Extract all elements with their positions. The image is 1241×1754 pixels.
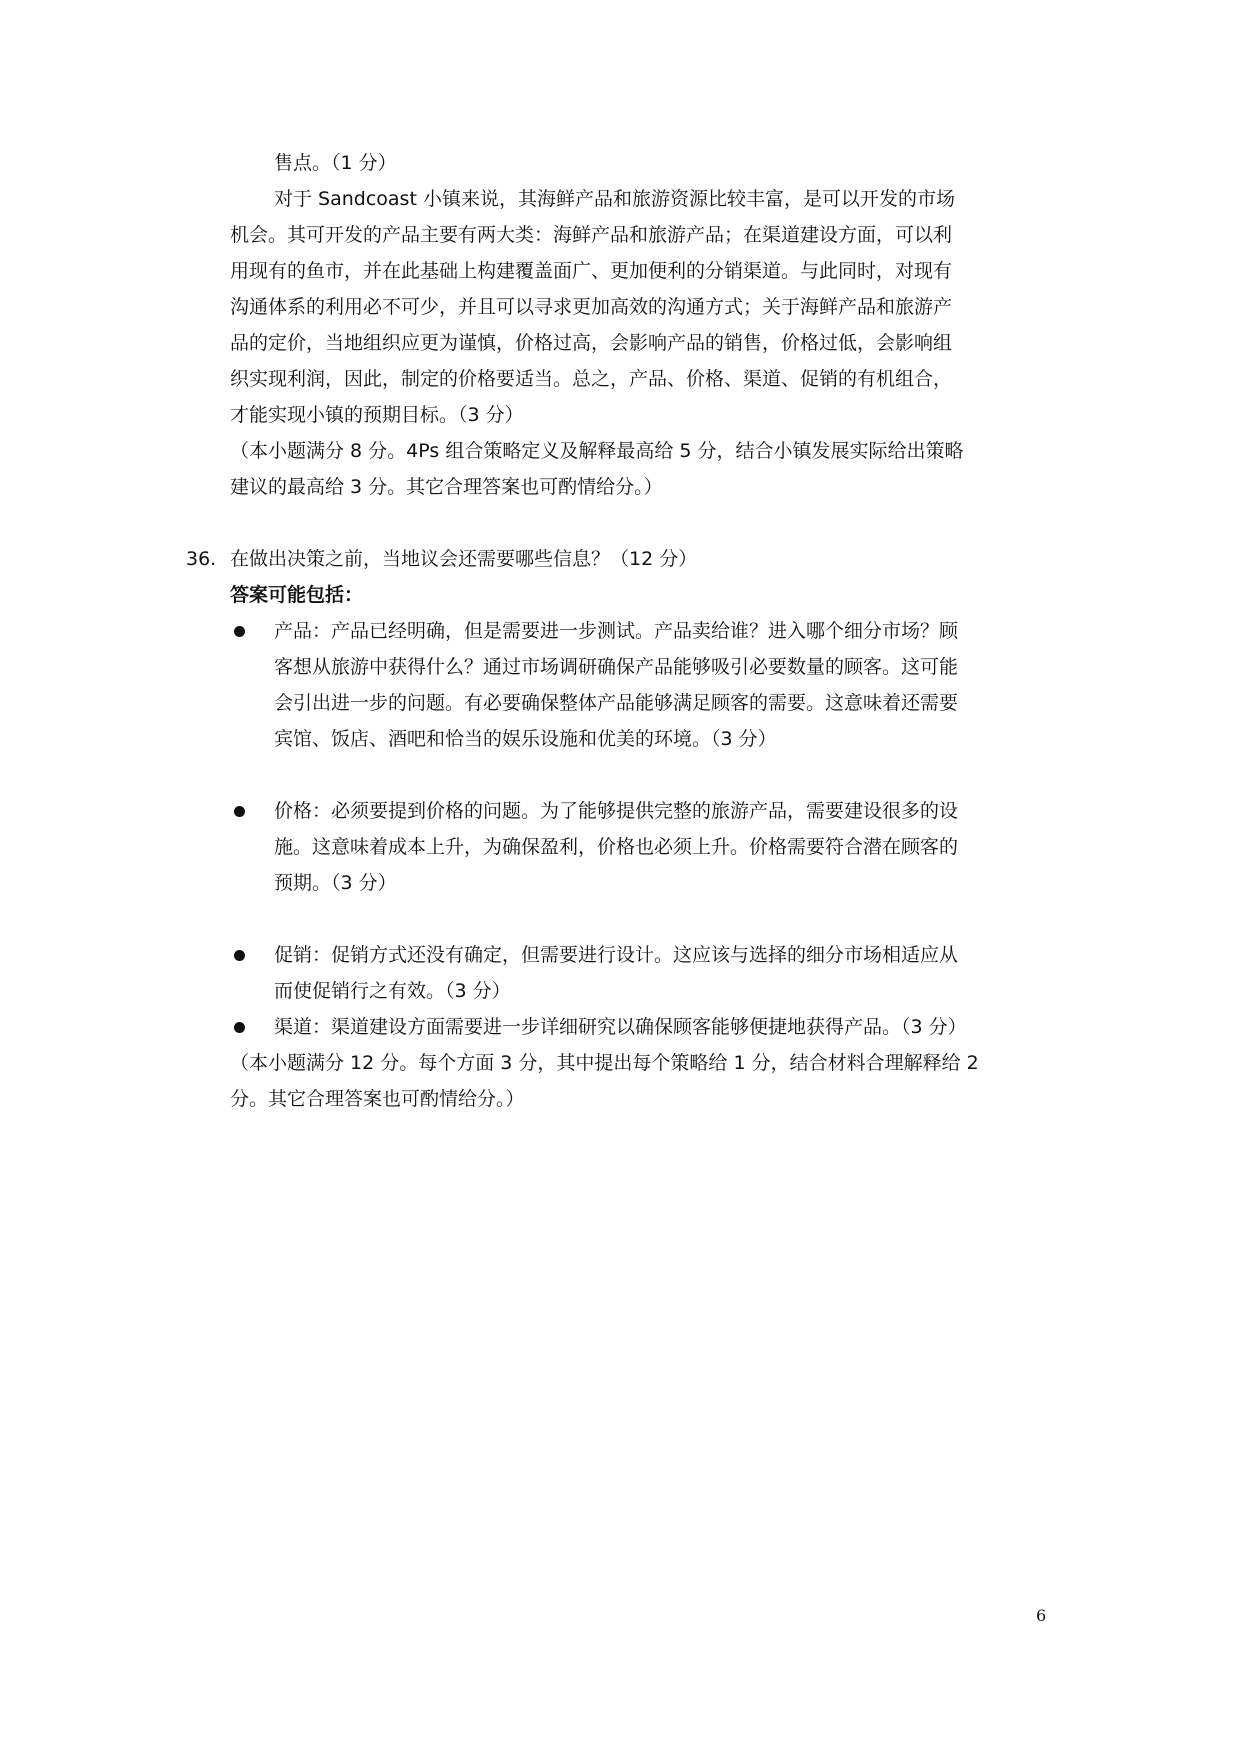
answer-heading: 答案可能包括：: [230, 584, 364, 606]
paragraph-line: 织实现利润，因此，制定的价格要适当。总之，产品、价格、渠道、促销的有机组合，: [230, 368, 953, 390]
bullet-line: 渠道：渠道建设方面需要进一步详细研究以确保顾客能够便捷地获得产品。（3 分）: [274, 1016, 967, 1038]
bullet-line: 客想从旅游中获得什么？通过市场调研确保产品能够吸引必要数量的顾客。这可能: [274, 656, 959, 678]
paragraph-line: 售点。（1 分）: [274, 152, 397, 174]
bullet-line: 价格：必须要提到价格的问题。为了能够提供完整的旅游产品，需要建设很多的设: [274, 800, 959, 822]
bullet-line: 产品：产品已经明确，但是需要进一步测试。产品卖给谁？进入哪个细分市场？顾: [274, 620, 959, 642]
paragraph-line: 沟通体系的利用必不可少，并且可以寻求更加高效的沟通方式；关于海鲜产品和旅游产: [230, 296, 953, 318]
question-prompt: 在做出决策之前，当地议会还需要哪些信息？（12 分）: [230, 548, 698, 570]
paragraph-line: 才能实现小镇的预期目标。（3 分）: [230, 404, 524, 426]
paragraph-line: 品的定价，当地组织应更为谨慎，价格过高，会影响产品的销售，价格过低，会影响组: [230, 332, 953, 354]
bullet-line: 促销：促销方式还没有确定，但需要进行设计。这应该与选择的细分市场相适应从: [274, 944, 959, 966]
bullet-line: 宾馆、饭店、酒吧和恰当的娱乐设施和优美的环境。（3 分）: [274, 728, 777, 750]
bullet-icon: [234, 1022, 245, 1033]
scoring-note-line: 建议的最高给 3 分。其它合理答案也可酌情给分。）: [230, 476, 663, 498]
bullet-line: 预期。（3 分）: [274, 872, 397, 894]
bullet-line: 而使促销行之有效。（3 分）: [274, 980, 511, 1002]
question-number: 36.: [186, 548, 217, 570]
bullet-icon: [234, 950, 245, 961]
scoring-note-line: 分。其它合理答案也可酌情给分。）: [230, 1088, 525, 1110]
bullet-icon: [234, 806, 245, 817]
scoring-note-line: （本小题满分 12 分。每个方面 3 分，其中提出每个策略给 1 分，结合材料合理解释给 2: [230, 1052, 979, 1074]
scoring-note-line: （本小题满分 8 分。4Ps 组合策略定义及解释最高给 5 分，结合小镇发展实际给出策略: [230, 440, 964, 462]
paragraph-line: 机会。其可开发的产品主要有两大类：海鲜产品和旅游产品；在渠道建设方面，可以利: [230, 224, 953, 246]
bullet-icon: [234, 626, 245, 637]
paragraph-line: 用现有的鱼市，并在此基础上构建覆盖面广、更加便利的分销渠道。与此同时，对现有: [230, 260, 953, 282]
bullet-line: 会引出进一步的问题。有必要确保整体产品能够满足顾客的需要。这意味着还需要: [274, 692, 959, 714]
bullet-line: 施。这意味着成本上升，为确保盈利，价格也必须上升。价格需要符合潜在顾客的: [274, 836, 959, 858]
paragraph-line: 对于 Sandcoast 小镇来说，其海鲜产品和旅游资源比较丰富，是可以开发的市场: [274, 188, 955, 210]
page-number: 6: [1036, 1606, 1047, 1625]
